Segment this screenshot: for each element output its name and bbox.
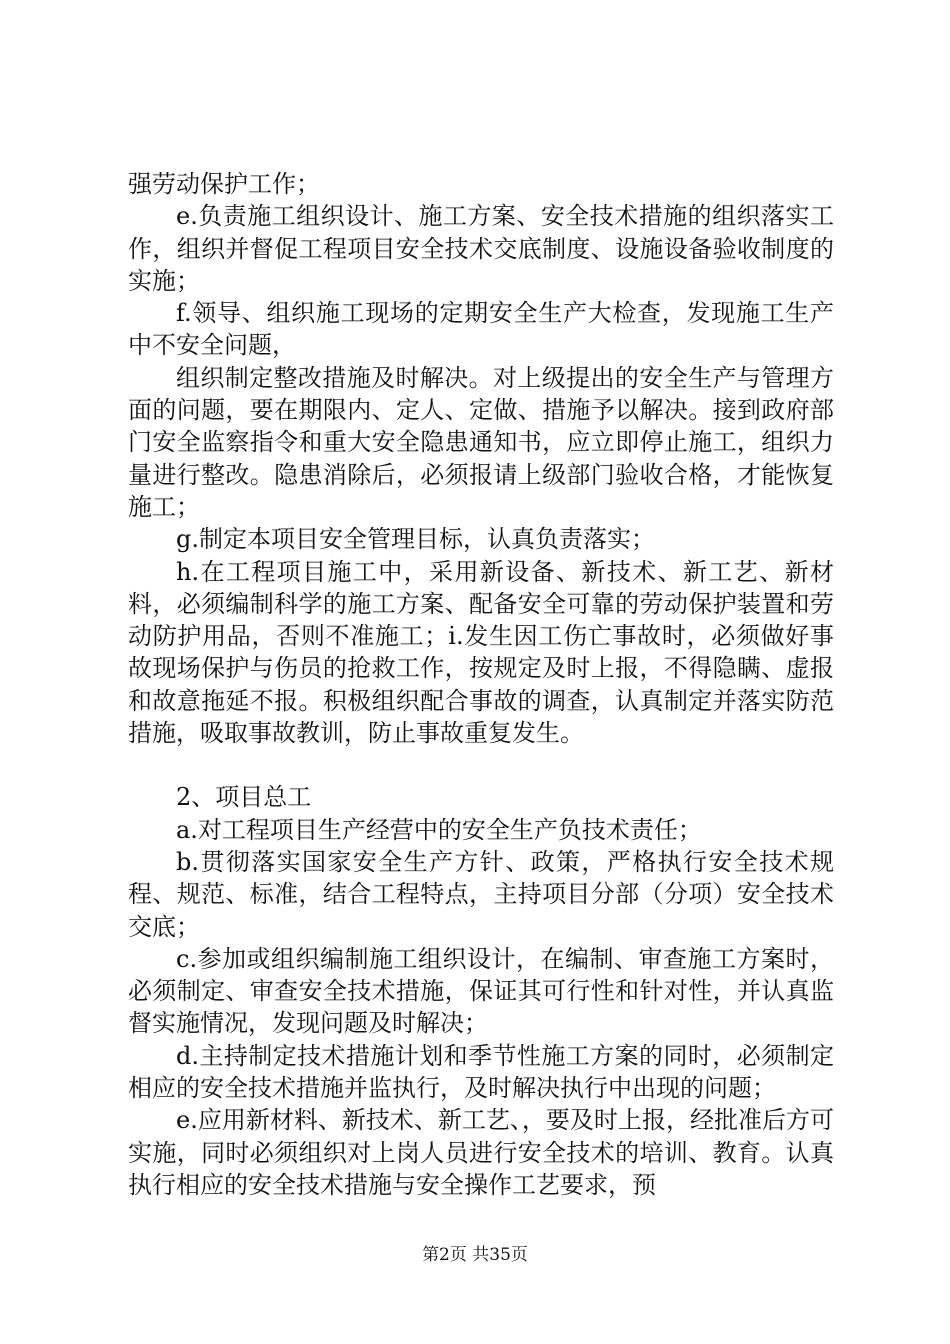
paragraph-item-a: a.对工程项目生产经营中的安全生产负技术责任；	[176, 815, 702, 844]
paragraph-item-c: c.参加或组织编制施工组织设计，在编制、审查施工方案时，必须制定、审查安全技术措施，保证其可行性和针对性，并认真监督实施情况，发现问题及时解决；	[128, 944, 834, 1038]
paragraph-item-g: g.制定本项目安全管理目标，认真负责落实；	[176, 525, 655, 554]
document-body	[128, 168, 834, 1201]
paragraph-item-f: f.领导、组织施工现场的定期安全生产大检查，发现施工生产中不安全问题，	[128, 299, 834, 360]
paragraph-item-e: e.负责施工组织设计、施工方案、安全技术措施的组织落实工作，组织并督促工程项目安全技术交底制度、设施设备验收制度的实施；	[128, 202, 834, 295]
page-footer: 第2页 共35页	[422, 1245, 528, 1265]
paragraph-continuation: 强劳动保护工作；	[128, 170, 320, 198]
paragraph-item-d: d.主持制定技术措施计划和季节性施工方案的同时，必须制定相应的安全技术措施并监执行，及时解决执行中出现的问题；	[128, 1041, 834, 1103]
paragraph-item-e2: e.应用新材料、新技术、新工艺、，要及时上报，经批准后方可实施，同时必须组织对上岗人员进行安全技术的培训、教育。认真执行相应的安全技术措施与安全操作工艺要求，预	[128, 1106, 834, 1199]
paragraph-item-h-i: h.在工程项目施工中，采用新设备、新技术、新工艺、新材料，必须编制科学的施工方案、配备安全可靠的劳动保护装置和劳动防护用品，否则不准施工；i.发生因工伤亡事故时，必须做好事故现场保护与伤员的抢救工作，按规定及时上报，不得隐瞒、虚报和故意拖延不报。积极组织配合事故的调查，认真制定并落实防范措施，吸取事故教训，防止事故重复发生。	[128, 557, 834, 748]
paragraph-rectification: 组织制定整改措施及时解决。对上级提出的安全生产与管理方面的问题，要在期限内、定人、定做、措施予以解决。接到政府部门安全监察指令和重大安全隐患通知书，应立即停止施工，组织力量进行整改。隐患消除后，必须报请上级部门验收合格，才能恢复施工；	[128, 363, 834, 521]
section-spacer	[128, 749, 834, 781]
section-heading-project-chief-engineer: 2、项目总工	[176, 783, 312, 812]
paragraph-item-b: b.贯彻落实国家安全生产方针、政策，严格执行安全技术规程、规范、标准，结合工程特点，主持项目分部（分项）安全技术交底；	[128, 847, 834, 941]
